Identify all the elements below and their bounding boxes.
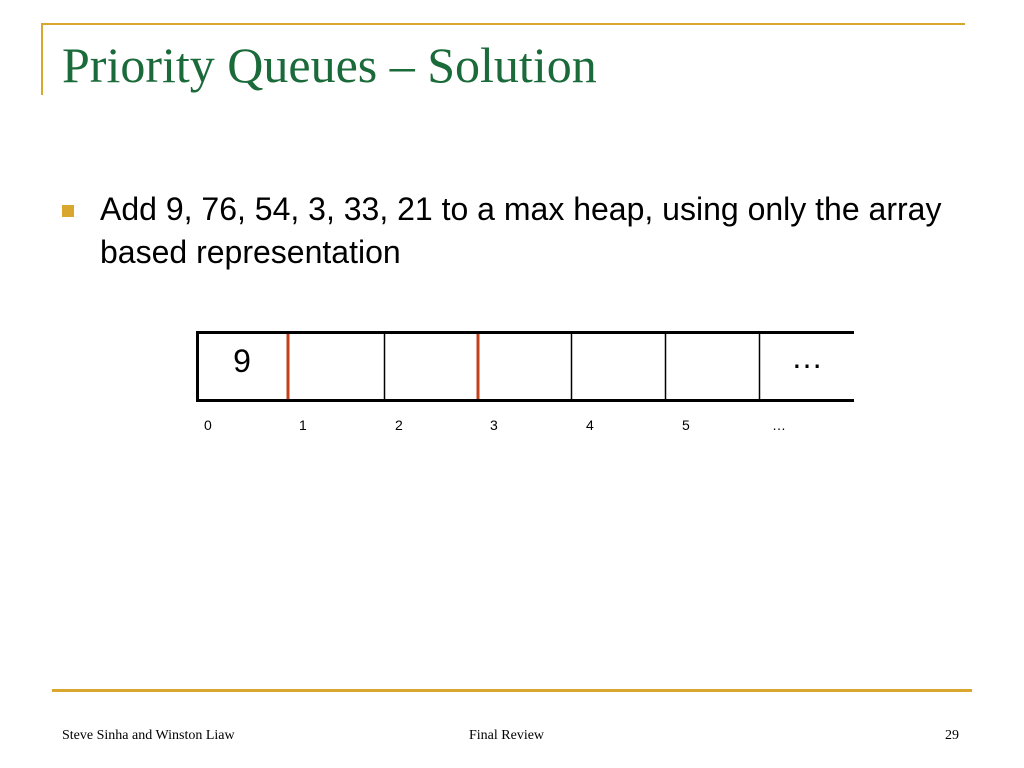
array-outline <box>196 331 854 402</box>
footer-rule <box>52 689 972 692</box>
array-index-0: 0 <box>204 417 212 433</box>
array-index-ellipsis: … <box>772 417 786 433</box>
title-frame-top-rule <box>41 23 965 25</box>
array-cell-ellipsis: … <box>791 339 823 375</box>
array-cell-0: 9 <box>233 343 251 379</box>
array-index-3: 3 <box>490 417 498 433</box>
slide-title: Priority Queues – Solution <box>62 37 597 93</box>
footer-center-title: Final Review <box>469 728 545 743</box>
footer-page-number: 29 <box>945 728 959 743</box>
array-index-4: 4 <box>586 417 594 433</box>
title-frame-left-rule <box>41 23 43 95</box>
footer-authors: Steve Sinha and Winston Liaw <box>62 728 235 743</box>
array-index-5: 5 <box>682 417 690 433</box>
bullet-square-icon <box>62 205 74 217</box>
array-index-2: 2 <box>395 417 403 433</box>
array-index-1: 1 <box>299 417 307 433</box>
array-diagram <box>196 331 854 402</box>
bullet-text: Add 9, 76, 54, 3, 33, 21 to a max heap, using only the array based representation <box>100 191 942 270</box>
